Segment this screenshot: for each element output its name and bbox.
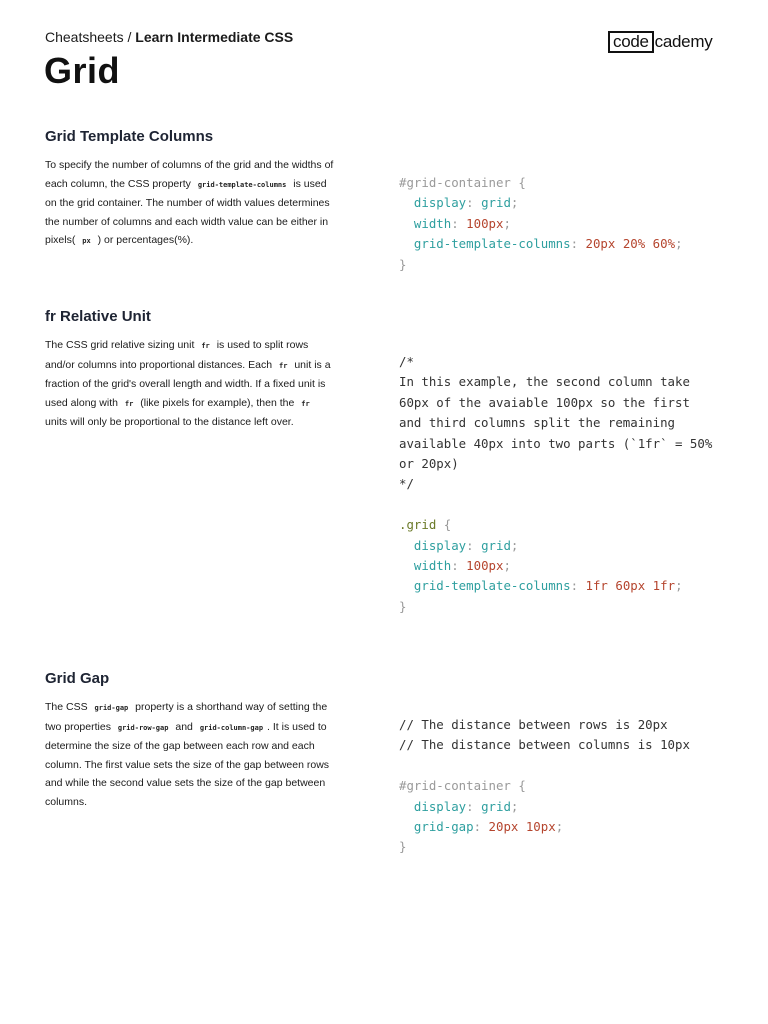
code-block-grid-gap: // The distance between rows is 20px // The distance between columns is 10px #grid-container { display: grid; grid-gap: 20px 10px; }	[399, 717, 690, 855]
breadcrumb-current: Learn Intermediate CSS	[135, 29, 294, 45]
inline-code: grid-gap	[94, 704, 129, 712]
inline-code: grid-column-gap	[199, 723, 264, 732]
section-heading-grid-template-columns: Grid Template Columns	[45, 128, 214, 145]
inline-code: grid-template-columns	[197, 180, 287, 189]
section-description-grid-gap: The CSS grid-gap property is a shorthand way of setting the two properties grid-row-gap and grid-column-gap . It is used to determine the size of the gap between each row and each column. The first value sets the size of the gap between rows and while the second value sets the size of the gap between columns.	[45, 701, 330, 808]
inline-code: fr	[201, 342, 210, 350]
section-heading-fr-relative-unit: fr Relative Unit	[45, 308, 151, 325]
inline-code: fr	[278, 361, 288, 370]
codecademy-logo[interactable]	[608, 31, 712, 53]
section-description-grid-template-columns: To specify the number of columns of the grid and the widths of each column, the CSS property grid-template-columns is used on the grid container. The number of width values determines the number of columns and each width value can be either in pixels( px ) or percentages(%).	[45, 159, 334, 246]
code-block-fr-relative-unit: /* In this example, the second column take 60px of the avaiable 100px so the first and third columns split the remaining available 40px into two parts (`1fr` = 50% or 20px) */ .grid { display: grid; width: 100px; grid-template-columns: 1fr 60px 1fr; }	[399, 354, 713, 614]
logo-rest-text: cademy	[654, 32, 713, 51]
inline-code: fr	[301, 399, 310, 408]
breadcrumb-separator: /	[127, 29, 132, 45]
logo-box-text: code	[608, 31, 654, 53]
section-description-fr-relative-unit: The CSS grid relative sizing unit fr is used to split rows and/or columns into proportional distances. Each fr unit is a fraction of the grid's overall length and width. If a fixed unit is used along with fr (like pixels for example), then the fr units will only be proportional to the distance left over.	[45, 339, 331, 428]
section-heading-grid-gap: Grid Gap	[45, 670, 110, 687]
inline-code: px	[82, 237, 91, 245]
breadcrumb	[45, 29, 293, 45]
inline-code: grid-row-gap	[117, 723, 169, 732]
page-title: Grid	[44, 50, 121, 91]
inline-code: fr	[124, 399, 134, 408]
code-block-grid-template-columns: #grid-container { display: grid; width: 100px; grid-template-columns: 20px 20% 60%; }	[399, 175, 683, 272]
breadcrumb-parent-link[interactable]: Cheatsheets	[45, 29, 124, 45]
